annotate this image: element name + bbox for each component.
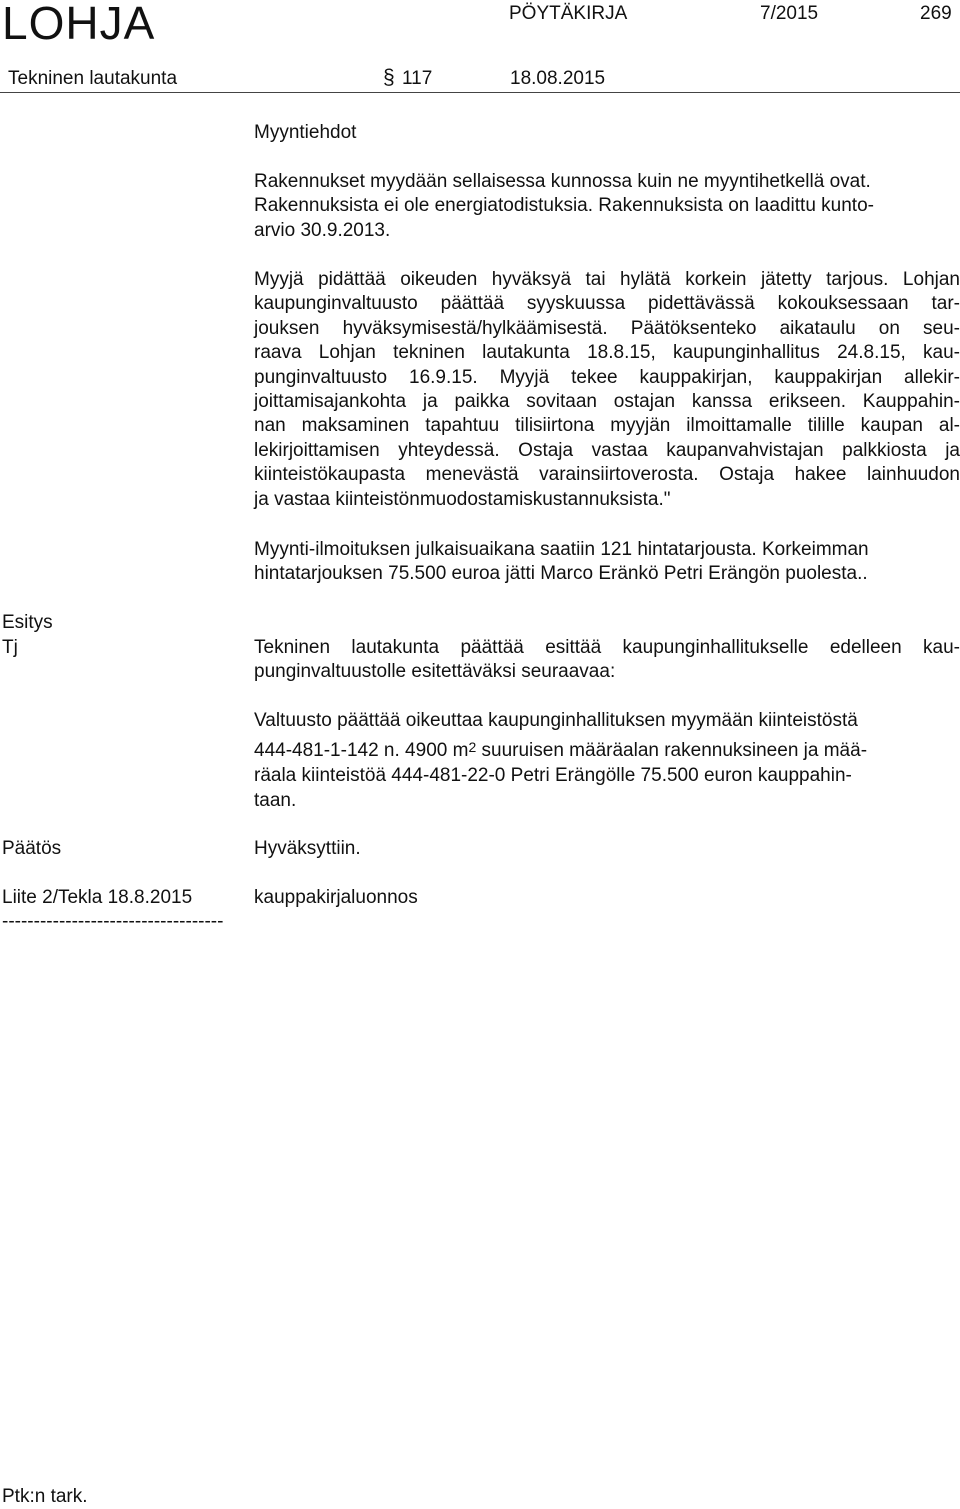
text-line: punginvaltuusto 16.9.15. Myyjä tekee kauppakirjan, kauppakirjan allekir- [254, 366, 960, 388]
text-fragment: 444-481-1-142 n. 4900 m [254, 740, 469, 761]
decision-label: Päätös [2, 838, 62, 859]
meeting-date: 18.08.2015 [510, 68, 606, 89]
paragraph-seller-terms [254, 268, 960, 512]
page-number: 269 [920, 3, 952, 24]
section-sign: § [383, 66, 395, 89]
committee-name: Tekninen lautakunta [8, 68, 178, 89]
header-rule [0, 92, 960, 93]
text-line: nan maksaminen tapahtuu tilisiirtona myyjän ilmoittamalle tilille kaupan al- [254, 415, 960, 437]
superscript: 2 [468, 739, 477, 755]
proposal-resolution-line: Valtuusto päättää oikeuttaa kaupunginhallituksen myymään kiinteistöstä [254, 710, 858, 731]
proposal-resolution-line: taan. [254, 790, 297, 811]
text-line: hintatarjouksen 75.500 euroa jätti Marco Eränkö Petri Erängön puolesta.. [254, 563, 868, 585]
section-heading: Myyntiehdot [254, 122, 357, 143]
text-line: Tekninen lautakunta päättää esittää kaupunginhallitukselle edelleen kau- [254, 637, 960, 658]
paragraph-bids [254, 538, 960, 587]
attachment-text: kauppakirjaluonnos [254, 887, 418, 908]
text-line: Myynti-ilmoituksen julkaisuaikana saatiin 121 hintatarjousta. Korkeimman [254, 539, 869, 560]
document-number: 7/2015 [760, 3, 819, 24]
text-line: joittamisajankohta ja paikka sovitaan ostajan kanssa erikseen. Kauppahin- [254, 391, 960, 413]
text-line: kiinteistökaupasta menevästä varainsiirtoverosta. Ostaja hakee lainhuudon [254, 464, 960, 486]
text-line: ja vastaa kiinteistönmuodostamiskustannuksista." [254, 488, 671, 510]
text-line: jouksen hyväksymisestä/hylkäämisestä. Päätöksenteko aikataulu on seu- [254, 317, 960, 339]
text-line: Myyjä pidättää oikeuden hyväksyä tai hylätä korkein jätetty tarjous. Lohjan [254, 269, 960, 290]
attachment-separator: ----------------------------------- [2, 911, 224, 932]
footer-note: Ptk:n tark. [2, 1486, 88, 1507]
attachment-label: Liite 2/Tekla 18.8.2015 [2, 887, 193, 908]
paragraph-proposal [254, 636, 960, 685]
decision-text: Hyväksyttiin. [254, 838, 361, 859]
text-line: raava Lohjan tekninen lautakunta 18.8.15, kaupunginhallitus 24.8.15, kau- [254, 342, 960, 364]
text-line: Rakennukset myydään sellaisessa kunnossa kuin ne myyntihetkellä ovat. [254, 171, 871, 192]
paragraph-condition [254, 170, 960, 243]
text-line: kaupunginvaltuusto päättää syyskuussa pidettävässä kokouksessaan tar- [254, 293, 960, 315]
proposal-sublabel: Tj [2, 637, 18, 658]
proposal-resolution-line [254, 740, 867, 762]
text-fragment: suuruisen määräalan rakennuksineen ja mää- [476, 740, 868, 761]
proposal-resolution-line: räala kiinteistöä 444-481-22-0 Petri Erängölle 75.500 euron kauppahin- [254, 765, 852, 786]
proposal-label: Esitys [2, 612, 53, 633]
text-line: Rakennuksista ei ole energiatodistuksia. Rakennuksista on laadittu kunto- [254, 195, 874, 217]
document-type: PÖYTÄKIRJA [509, 3, 628, 24]
text-line: lekirjoittamisen yhteydessä. Ostaja vastaa kaupanvahvistajan palkkiosta ja [254, 439, 960, 461]
logo: LOHJA [2, 0, 156, 49]
section-number: 117 [402, 68, 433, 89]
text-line: arvio 30.9.2013. [254, 219, 391, 241]
text-line: punginvaltuustolle esitettäväksi seuraavaa: [254, 661, 616, 683]
